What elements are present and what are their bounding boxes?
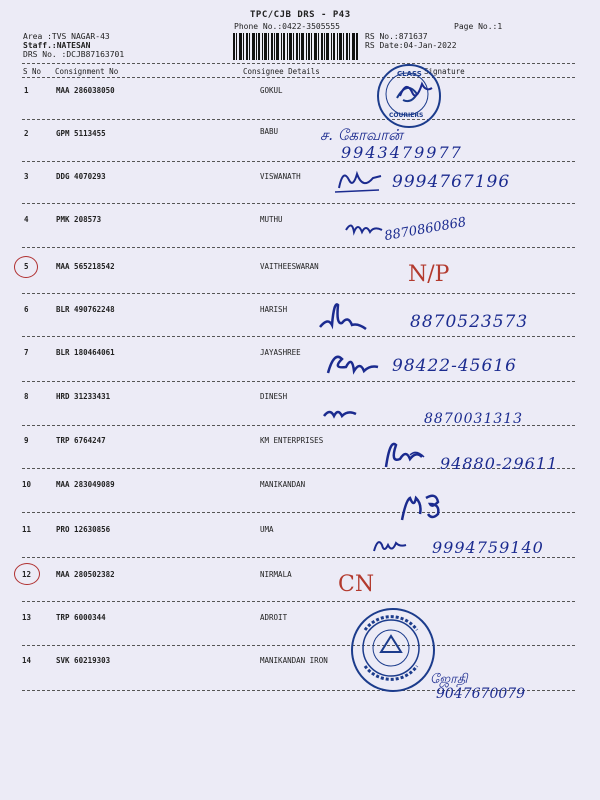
row-consignment: BLR 490762248 [56,305,115,314]
row-divider [22,247,575,248]
row-divider [22,203,575,204]
stamp-couriers-text: COURIERS [389,112,424,119]
row-consignee: MANIKANDAN IRON [260,656,328,665]
table-row [0,609,600,649]
row-sno: 11 [22,525,32,534]
handwritten-phone-row9: 94880-29611 [440,454,559,473]
column-divider [22,77,575,78]
row-divider [22,119,575,120]
handwritten-signature-row7 [322,347,382,385]
row-sno: 2 [24,129,29,138]
row-sno: 13 [22,613,32,622]
row-sno: 12 [22,570,32,579]
handwritten-signature-row3 [333,166,383,200]
row-consignee: VISWANATH [260,172,301,181]
row-consignment: MAA 565218542 [56,262,115,271]
circle-mark-row5 [14,256,38,278]
drs-number: DRS No. :DCJB87163701 [23,50,125,59]
row-consignee: JAYASHREE [260,348,301,357]
table-row [0,211,600,251]
row-sno: 3 [24,172,29,181]
row-sno: 10 [22,480,32,489]
stamp-class-text: CLASS [397,70,422,78]
area-label: Area :TVS NAGAR-43 [23,32,110,41]
row-consignment: MAA 283049089 [56,480,115,489]
col-sno: S No [23,67,42,76]
row-divider [22,512,575,513]
table-row [0,258,600,298]
row-consignment: TRP 6764247 [56,436,106,445]
handwritten-phone-row3: 9994767196 [392,172,511,192]
row-consignment: BLR 180464061 [56,348,115,357]
row-divider [22,381,575,382]
handwritten-phone-row14: 9047670079 [436,686,526,702]
page-number: Page No.:1 [454,22,503,31]
row-consignee: MUTHU [260,215,283,224]
row-consignee: VAITHEESWARAN [260,262,319,271]
sheet-title: TPC/CJB DRS - P43 [250,10,351,20]
row-consignment: SVK 60219303 [56,656,111,665]
handwritten-name-row2: ச. கோவான் [320,126,403,144]
handwritten-signature-row1 [396,78,436,108]
handwritten-phone-row6: 8870523573 [410,312,529,332]
row-consignment: PRO 12630856 [56,525,111,534]
staff-label: Staff.:NATESAN [23,41,91,50]
row-consignment: HRD 31233431 [56,392,111,401]
row-sno: 8 [24,392,29,401]
row-consignee: KM ENTERPRISES [260,436,324,445]
row-divider [22,557,575,558]
row-sno: 7 [24,348,29,357]
table-row [0,82,600,122]
row-sno: 14 [22,656,32,665]
handwritten-phone-row2: 9943479977 [341,143,463,162]
handwritten-signature-row9 [380,437,440,481]
row-divider [22,601,575,602]
row-sno: 9 [24,436,29,445]
handwritten-note-row5: N/P [408,262,450,287]
handwritten-phone-row4: 8870860868 [383,214,468,245]
row-divider [22,336,575,337]
row-sno: 4 [24,215,29,224]
row-sno: 6 [24,305,29,314]
handwritten-phone-row7: 98422-45616 [392,356,517,376]
handwritten-signature-row8 [320,404,360,428]
row-consignee: BABU [260,127,279,136]
row-consignee: UMA [260,525,274,534]
handwritten-name-row14: ஜோதி [430,672,468,687]
rs-date: RS Date:04-Jan-2022 [365,41,457,50]
handwritten-signature-row10 [398,486,458,530]
circle-mark-row12 [14,563,40,585]
row-consignment: MAA 286038050 [56,86,115,95]
row-divider [22,293,575,294]
row-consignee: HARISH [260,305,288,314]
handwritten-note-row12: CN [338,572,375,597]
header-divider [22,63,575,64]
handwritten-signature-row6 [316,299,386,339]
barcode [233,33,358,60]
handwritten-phone-row11: 9994759140 [432,538,544,557]
row-consignment: MAA 280502382 [56,570,115,579]
row-consignee: NIRMALA [260,570,292,579]
phone-number: Phone No.:0422-3505555 [234,22,340,31]
table-row [0,125,600,165]
company-seal-stamp [351,608,435,692]
col-consignee: Consignee Details [243,67,320,76]
table-row [0,476,600,516]
rs-number: RS No.:871637 [365,32,428,41]
row-divider [22,645,575,646]
handwritten-signature-row4 [342,216,386,244]
row-divider [22,161,575,162]
col-signature: Signature [424,67,465,76]
row-sno: 5 [24,262,29,271]
row-consignee: GOKUL [260,86,283,95]
row-consignee: MANIKANDAN [260,480,306,489]
handwritten-signature-row11 [370,537,410,561]
row-consignee: ADROIT [260,613,288,622]
row-consignee: DINESH [260,392,288,401]
col-consignment: Consignment No [55,67,119,76]
handwritten-phone-row8: 8870031313 [424,411,524,427]
table-row [0,566,600,606]
row-consignment: TRP 6000344 [56,613,106,622]
row-consignment: PMK 208573 [56,215,102,224]
row-consignment: GPM 5113455 [56,129,106,138]
row-consignment: DDG 4070293 [56,172,106,181]
row-sno: 1 [24,86,29,95]
